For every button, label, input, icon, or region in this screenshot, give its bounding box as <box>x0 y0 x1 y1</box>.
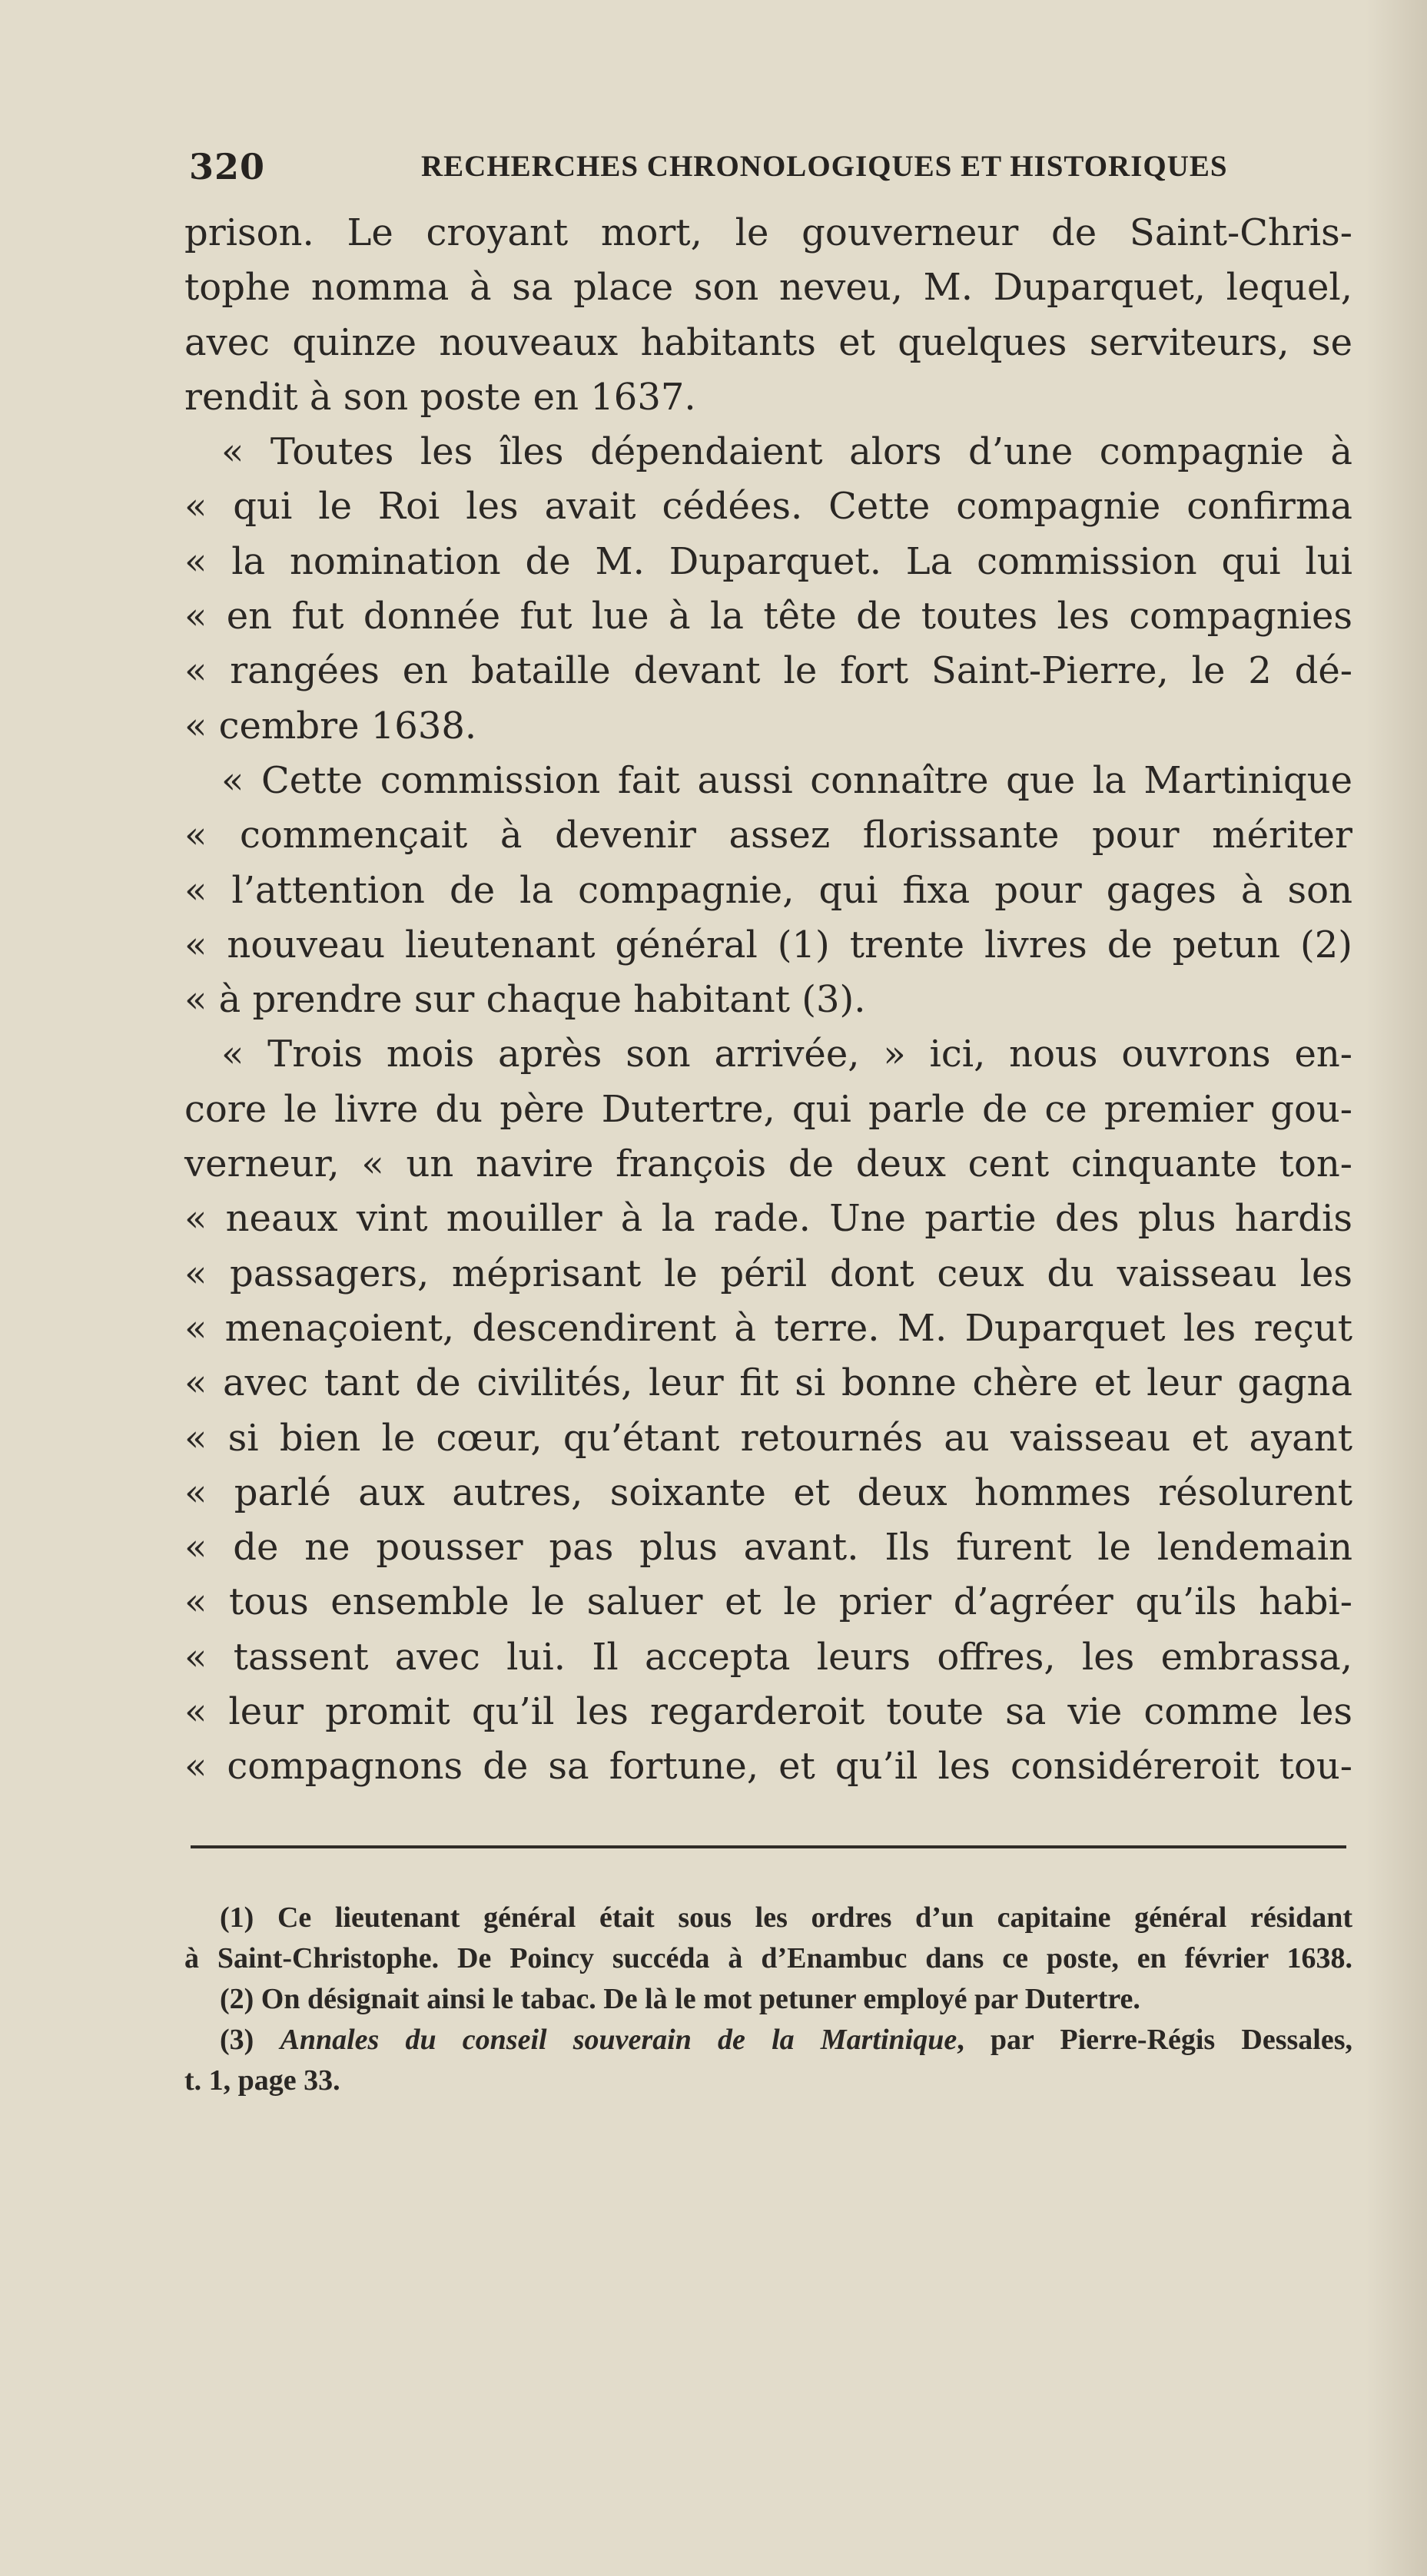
body-line: « en fut donnée fut lue à la tête de toutes les compagnies <box>184 595 1352 638</box>
body-line: « neaux vint mouiller à la rade. Une partie des plus hardis <box>184 1197 1352 1241</box>
footnote-separator-rule <box>191 1845 1346 1848</box>
body-line: rendit à son poste en 1637. <box>184 375 696 419</box>
footnotes <box>184 1898 1352 2101</box>
footnote-1-line-1: (1) Ce lieutenant général était sous les ordres d’un capitaine général résidant <box>220 1901 1352 1934</box>
body-line: « à prendre sur chaque habitant (3). <box>184 978 866 1022</box>
body-line: « qui le Roi les avait cédées. Cette compagnie confirma <box>184 485 1352 529</box>
running-head: RECHERCHES CHRONOLOGIQUES ET HISTORIQUES <box>421 150 1228 183</box>
body-line: avec quinze nouveaux habitants et quelques serviteurs, se <box>184 320 1352 364</box>
body-line: « menaçoient, descendirent à terre. M. Duparquet les reçut <box>184 1306 1352 1350</box>
body-line: « avec tant de civilités, leur fit si bonne chère et leur gagna <box>184 1361 1352 1405</box>
body-line: « tous ensemble le saluer et le prier d’agréer qu’ils habi- <box>184 1580 1352 1624</box>
body-line: « Trois mois après son arrivée, » ici, nous ouvrons en- <box>221 1033 1352 1076</box>
body-line: verneur, « un navire françois de deux cent cinquante ton- <box>184 1142 1352 1186</box>
body-line: « rangées en bataille devant le fort Saint-Pierre, le 2 dé- <box>184 649 1352 693</box>
body-line: « l’attention de la compagnie, qui fixa pour gages à son <box>184 868 1352 912</box>
body-line: « nouveau lieutenant général (1) trente livres de petun (2) <box>184 923 1352 966</box>
body-line: core le livre du père Dutertre, qui parle de ce premier gou- <box>184 1087 1352 1131</box>
footnote-3-number: (3) <box>220 2024 280 2056</box>
body-line: « Toutes les îles dépendaient alors d’une compagnie à <box>221 430 1352 474</box>
body-line: « leur promit qu’il les regarderoit toute sa vie comme les <box>184 1690 1352 1734</box>
footnote-3-author: , par Pierre-Régis Dessales, <box>957 2024 1352 2056</box>
body-line: tophe nomma à sa place son neveu, M. Duparquet, lequel, <box>184 266 1352 310</box>
body-line: « Cette commission fait aussi connaître que la Martinique <box>221 758 1352 802</box>
footnote-1-line-2: à Saint-Christophe. De Poincy succéda à d’Enambuc dans ce poste, en février 1638. <box>184 1942 1352 1974</box>
footnote-3-line-2: t. 1, page 33. <box>184 2064 340 2097</box>
page-number: 320 <box>189 146 266 187</box>
body-line: prison. Le croyant mort, le gouverneur de Saint-Chris- <box>184 211 1352 254</box>
page-header <box>0 146 1427 192</box>
footnote-3-line-1 <box>184 2020 1352 2060</box>
body-line: « parlé aux autres, soixante et deux hommes résolurent <box>184 1470 1352 1514</box>
body-text <box>184 206 1352 1795</box>
footnote-3-title: Annales du conseil souverain de la Martinique <box>280 2024 957 2056</box>
body-line: « compagnons de sa fortune, et qu’il les considéreroit tou- <box>184 1745 1352 1789</box>
body-line: « passagers, méprisant le péril dont ceux du vaisseau les <box>184 1252 1352 1295</box>
body-line: « cembre 1638. <box>184 704 477 748</box>
body-line: « commençait à devenir assez florissante pour mériter <box>184 814 1352 857</box>
body-line: « la nomination de M. Duparquet. La commission qui lui <box>184 539 1352 583</box>
page-edge-shadow <box>1366 0 1427 2576</box>
footnote-2: (2) On désignait ainsi le tabac. De là le mot petuner employé par Dutertre. <box>220 1983 1140 2015</box>
body-line: « si bien le cœur, qu’étant retournés au vaisseau et ayant <box>184 1416 1352 1460</box>
body-line: « tassent avec lui. Il accepta leurs offres, les embrassa, <box>184 1635 1352 1679</box>
body-line: « de ne pousser pas plus avant. Ils furent le lendemain <box>184 1526 1352 1570</box>
